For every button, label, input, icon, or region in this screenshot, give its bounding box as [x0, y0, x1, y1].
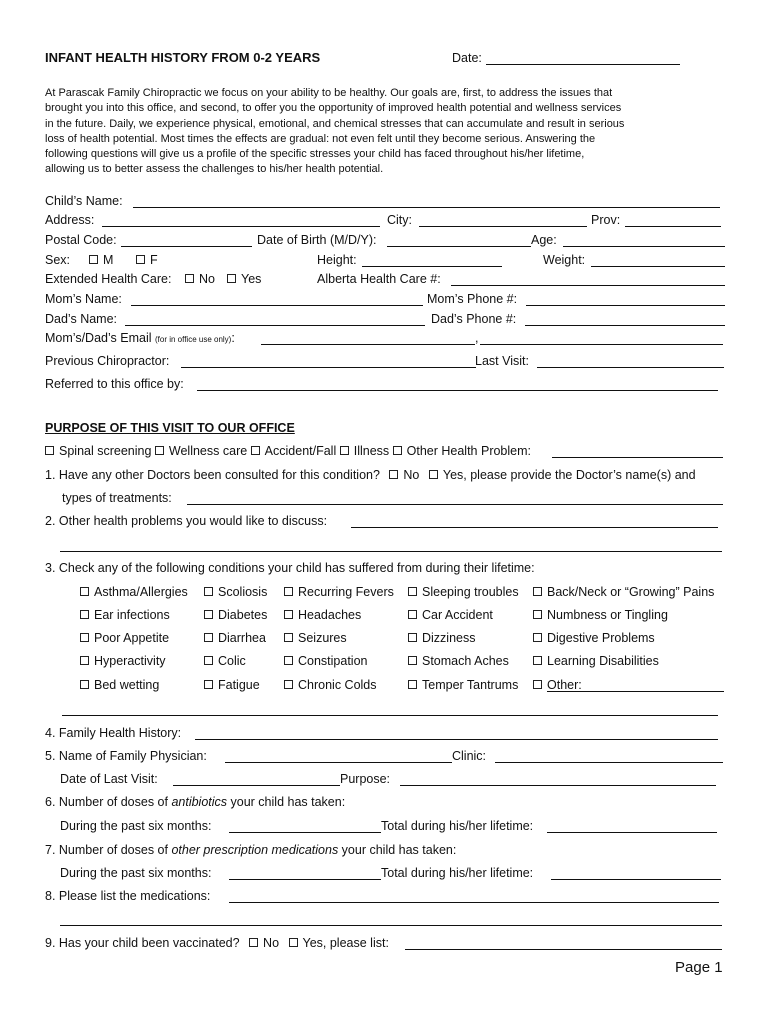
height-label: Height:: [317, 253, 357, 267]
sex-label: Sex:: [45, 253, 71, 267]
vaccination-list-field[interactable]: [405, 949, 722, 950]
condition-option[interactable]: [80, 678, 159, 692]
q1-continuation: types of treatments:: [62, 491, 172, 505]
date-label: Date:: [452, 51, 482, 65]
question-9-text: 9. Has your child been vaccinated?: [45, 936, 240, 950]
question-4: 4. Family Health History:: [45, 726, 182, 740]
checkbox-icon[interactable]: [204, 656, 213, 665]
checkbox-icon[interactable]: [284, 656, 293, 665]
child-name-label: Child’s Name:: [45, 194, 123, 208]
sex-female-label: F: [150, 253, 158, 267]
sex-male-label: M: [103, 253, 114, 267]
q9-yes-label: Yes, please list:: [302, 936, 389, 950]
purpose-option[interactable]: [251, 444, 337, 458]
mom-name-field[interactable]: [131, 305, 423, 306]
clinic-field[interactable]: [495, 762, 723, 763]
condition-option[interactable]: [284, 654, 368, 668]
purpose-option-label: Other Health Problem:: [406, 444, 531, 458]
purpose-option-label: Wellness care: [168, 444, 248, 458]
question-6: [45, 795, 345, 809]
medications-field-extra[interactable]: [60, 925, 722, 926]
page-number: Page 1: [675, 959, 723, 976]
q6-lifetime-field[interactable]: [547, 832, 717, 833]
family-history-field[interactable]: [195, 739, 718, 740]
q6-six-months-label: During the past six months:: [60, 819, 212, 833]
intro-line: brought you into this office, and second, to offer you the opportunity of improved health potential and wellness services: [45, 102, 622, 115]
age-label: Age:: [531, 233, 557, 247]
sex-male-option[interactable]: [89, 253, 113, 267]
date-last-visit-label: Date of Last Visit:: [60, 772, 158, 786]
condition-option[interactable]: [284, 678, 377, 692]
condition-label: Digestive Problems: [547, 631, 655, 645]
age-field[interactable]: [563, 246, 725, 247]
condition-option[interactable]: [284, 631, 347, 645]
q6-text-em: antibiotics: [171, 795, 228, 809]
other-health-problem-field[interactable]: [552, 457, 723, 458]
q7-text-post: your child has taken:: [338, 843, 457, 857]
checkbox-icon[interactable]: [533, 610, 542, 619]
question-5: 5. Name of Family Physician:: [45, 749, 207, 763]
condition-option[interactable]: [533, 678, 582, 692]
email-label: [45, 331, 235, 345]
q7-lifetime-label: Total during his/her lifetime:: [381, 866, 534, 880]
ehc-no-option[interactable]: [185, 272, 215, 286]
mom-phone-label: Mom’s Phone #:: [427, 292, 518, 306]
dad-phone-label: Dad’s Phone #:: [431, 312, 517, 326]
checkbox-icon[interactable]: [533, 587, 542, 596]
condition-option[interactable]: [408, 631, 476, 645]
address-field[interactable]: [102, 226, 380, 227]
mom-name-label: Mom’s Name:: [45, 292, 122, 306]
checkbox-icon[interactable]: [408, 610, 417, 619]
intro-line: loss of health potential. Most times the effects are gradual: not even felt until they become serious. Answering the: [45, 132, 596, 145]
question-1-text: 1. Have any other Doctors been consulted for this condition?: [45, 468, 380, 482]
question-3: 3. Check any of the following conditions your child has suffered from during their lifetime:: [45, 561, 535, 575]
email-field-2[interactable]: [480, 344, 723, 345]
condition-label: Constipation: [298, 654, 368, 668]
dob-field[interactable]: [387, 246, 531, 247]
checkbox-icon[interactable]: [80, 610, 89, 619]
checkbox-icon[interactable]: [340, 446, 349, 455]
condition-label: Other:: [547, 678, 582, 692]
condition-label: Diarrhea: [218, 631, 266, 645]
purpose-option-label: Accident/Fall: [264, 444, 337, 458]
q9-no-option[interactable]: [249, 936, 279, 950]
purpose-option-label: Spinal screening: [59, 444, 152, 458]
email-colon: :: [231, 331, 235, 345]
checkbox-icon[interactable]: [136, 255, 145, 264]
postal-code-field[interactable]: [121, 246, 252, 247]
previous-chiropractor-field[interactable]: [181, 367, 476, 368]
condition-option[interactable]: [408, 654, 509, 668]
form-title: INFANT HEALTH HISTORY FROM 0-2 YEARS: [45, 50, 321, 65]
checkbox-icon[interactable]: [284, 633, 293, 642]
q2-field-extra[interactable]: [60, 551, 722, 552]
checkbox-icon[interactable]: [204, 680, 213, 689]
condition-option[interactable]: [408, 678, 518, 692]
address-label: Address:: [45, 213, 95, 227]
checkbox-icon[interactable]: [185, 274, 194, 283]
condition-label: Chronic Colds: [298, 678, 377, 692]
condition-label: Asthma/Allergies: [94, 585, 188, 599]
condition-label: Hyperactivity: [94, 654, 166, 668]
question-1: [45, 468, 696, 482]
q1-no-option[interactable]: [389, 468, 419, 482]
condition-label: Temper Tantrums: [422, 678, 519, 692]
date-field[interactable]: [486, 64, 680, 65]
checkbox-icon[interactable]: [251, 446, 260, 455]
weight-label: Weight:: [543, 253, 586, 267]
q9-yes-option[interactable]: [289, 936, 389, 950]
checkbox-icon[interactable]: [80, 587, 89, 596]
referred-field[interactable]: [197, 390, 718, 391]
condition-label: Fatigue: [218, 678, 260, 692]
condition-label: Bed wetting: [94, 678, 160, 692]
q7-lifetime-field[interactable]: [551, 879, 721, 880]
intro-line: At Parascak Family Chiropractic we focus on your ability to be healthy. Our goals are, first, to address the issues that: [45, 87, 613, 99]
condition-label: Scoliosis: [218, 585, 268, 599]
condition-option[interactable]: [533, 585, 714, 599]
condition-option[interactable]: [80, 631, 169, 645]
medications-field[interactable]: [229, 902, 719, 903]
checkbox-icon[interactable]: [155, 446, 164, 455]
question-8: 8. Please list the medications:: [45, 889, 211, 903]
condition-option[interactable]: [533, 631, 655, 645]
email-label-text: Mom’s/Dad’s Email: [45, 331, 152, 345]
checkbox-icon[interactable]: [284, 610, 293, 619]
previous-chiropractor-label: Previous Chiropractor:: [45, 354, 170, 368]
email-note: (for in office use only): [155, 335, 232, 344]
referred-label: Referred to this office by:: [45, 377, 184, 391]
condition-label: Back/Neck or “Growing” Pains: [547, 585, 715, 599]
checkbox-icon[interactable]: [408, 680, 417, 689]
checkbox-icon[interactable]: [533, 633, 542, 642]
ehc-yes-label: Yes: [241, 272, 262, 286]
q6-six-months-field[interactable]: [229, 832, 381, 833]
purpose-options: [45, 444, 531, 458]
checkbox-icon[interactable]: [408, 656, 417, 665]
intro-line: in the future. Daily, we experience physical, emotional, and chemical stresses that can accumulate and result in serious: [45, 117, 625, 130]
purpose-option[interactable]: [45, 444, 151, 458]
sex-female-option[interactable]: [136, 253, 158, 267]
checkbox-icon[interactable]: [393, 446, 402, 455]
purpose-option-label: Illness: [353, 444, 390, 458]
condition-option[interactable]: [284, 585, 394, 599]
q7-six-months-field[interactable]: [229, 879, 381, 880]
q1-yes-option[interactable]: [429, 468, 696, 482]
purpose-option[interactable]: [155, 444, 247, 458]
other-condition-field[interactable]: [547, 691, 724, 692]
checkbox-icon[interactable]: [80, 633, 89, 642]
condition-label: Recurring Fevers: [298, 585, 394, 599]
purpose-field[interactable]: [400, 785, 716, 786]
condition-option[interactable]: [204, 654, 246, 668]
q9-no-label: No: [263, 936, 280, 950]
q6-text-post: your child has taken:: [227, 795, 346, 809]
checkbox-icon[interactable]: [284, 587, 293, 596]
q1-treatments-field[interactable]: [187, 504, 723, 505]
q7-six-months-label: During the past six months:: [60, 866, 212, 880]
condition-option[interactable]: [408, 608, 493, 622]
condition-label: Numbness or Tingling: [547, 608, 668, 622]
condition-option[interactable]: [533, 608, 668, 622]
condition-option[interactable]: [408, 585, 519, 599]
height-field[interactable]: [362, 266, 502, 267]
ehc-yes-option[interactable]: [227, 272, 261, 286]
ehc-no-label: No: [199, 272, 215, 286]
q7-text-pre: 7. Number of doses of: [45, 843, 172, 857]
checkbox-icon[interactable]: [45, 446, 54, 455]
alberta-health-field[interactable]: [451, 285, 725, 286]
checkbox-icon[interactable]: [289, 938, 298, 947]
condition-label: Ear infections: [94, 608, 170, 622]
checkbox-icon[interactable]: [89, 255, 98, 264]
condition-label: Sleeping troubles: [422, 585, 519, 599]
extended-health-label: Extended Health Care:: [45, 272, 172, 286]
q3-extra-field[interactable]: [62, 715, 718, 716]
alberta-health-label: Alberta Health Care #:: [317, 272, 441, 286]
condition-option[interactable]: [80, 654, 166, 668]
q1-yes-label: Yes, please provide the Doctor’s name(s) and: [442, 468, 696, 482]
intro-line: allowing us to better assess the challenges to his/her health potential.: [45, 163, 384, 176]
condition-option[interactable]: [80, 608, 170, 622]
checkbox-icon[interactable]: [408, 633, 417, 642]
clinic-label: Clinic:: [452, 749, 487, 763]
checkbox-icon[interactable]: [284, 680, 293, 689]
postal-code-label: Postal Code:: [45, 233, 117, 247]
condition-label: Seizures: [298, 631, 347, 645]
checkbox-icon[interactable]: [80, 680, 89, 689]
purpose-option[interactable]: [393, 444, 531, 458]
condition-option[interactable]: [80, 585, 188, 599]
intro-line: following questions will give us a profile of the specific stresses your child has faced throughout his/her lifetime,: [45, 148, 585, 161]
question-9: [45, 936, 389, 950]
q7-text-em: other prescription medications: [171, 843, 339, 857]
city-label: City:: [387, 213, 412, 227]
child-name-field[interactable]: [133, 207, 720, 208]
checkbox-icon[interactable]: [204, 610, 213, 619]
checkbox-icon[interactable]: [204, 587, 213, 596]
weight-field[interactable]: [591, 266, 725, 267]
condition-option[interactable]: [284, 608, 361, 622]
checkbox-icon[interactable]: [533, 656, 542, 665]
condition-option[interactable]: [204, 678, 260, 692]
intro-paragraph: [45, 86, 725, 178]
dad-name-field[interactable]: [125, 325, 425, 326]
q1-no-label: No: [403, 468, 420, 482]
mom-phone-field[interactable]: [526, 305, 725, 306]
checkbox-icon[interactable]: [389, 470, 398, 479]
prov-field[interactable]: [625, 226, 721, 227]
checkbox-icon[interactable]: [204, 633, 213, 642]
checkbox-icon[interactable]: [80, 656, 89, 665]
condition-label: Diabetes: [218, 608, 268, 622]
dob-label: Date of Birth (M/D/Y):: [257, 233, 377, 247]
condition-label: Car Accident: [422, 608, 493, 622]
email-comma: ,: [475, 331, 479, 345]
condition-option[interactable]: [533, 654, 659, 668]
question-7: [45, 843, 456, 857]
condition-label: Stomach Aches: [422, 654, 509, 668]
condition-label: Learning Disabilities: [547, 654, 659, 668]
checkbox-icon[interactable]: [408, 587, 417, 596]
purpose-label: Purpose:: [340, 772, 391, 786]
prov-label: Prov:: [591, 213, 621, 227]
checkbox-icon[interactable]: [429, 470, 438, 479]
condition-option[interactable]: [204, 608, 267, 622]
family-physician-field[interactable]: [225, 762, 452, 763]
q2-field[interactable]: [351, 527, 718, 528]
condition-option[interactable]: [204, 631, 266, 645]
condition-label: Poor Appetite: [94, 631, 170, 645]
condition-label: Colic: [218, 654, 246, 668]
date-last-visit-field[interactable]: [173, 785, 340, 786]
dad-phone-field[interactable]: [525, 325, 725, 326]
condition-label: Headaches: [298, 608, 362, 622]
dad-name-label: Dad’s Name:: [45, 312, 118, 326]
checkbox-icon[interactable]: [227, 274, 236, 283]
last-visit-field[interactable]: [537, 367, 724, 368]
q6-text-pre: 6. Number of doses of: [45, 795, 172, 809]
city-field[interactable]: [419, 226, 587, 227]
purpose-heading: PURPOSE OF THIS VISIT TO OUR OFFICE: [45, 421, 295, 435]
q6-lifetime-label: Total during his/her lifetime:: [381, 819, 534, 833]
question-2: 2. Other health problems you would like to discuss:: [45, 514, 328, 528]
checkbox-icon[interactable]: [533, 680, 542, 689]
condition-label: Dizziness: [422, 631, 476, 645]
email-field-1[interactable]: [261, 344, 475, 345]
purpose-option[interactable]: [340, 444, 389, 458]
condition-option[interactable]: [204, 585, 267, 599]
checkbox-icon[interactable]: [249, 938, 258, 947]
last-visit-label: Last Visit:: [475, 354, 529, 368]
